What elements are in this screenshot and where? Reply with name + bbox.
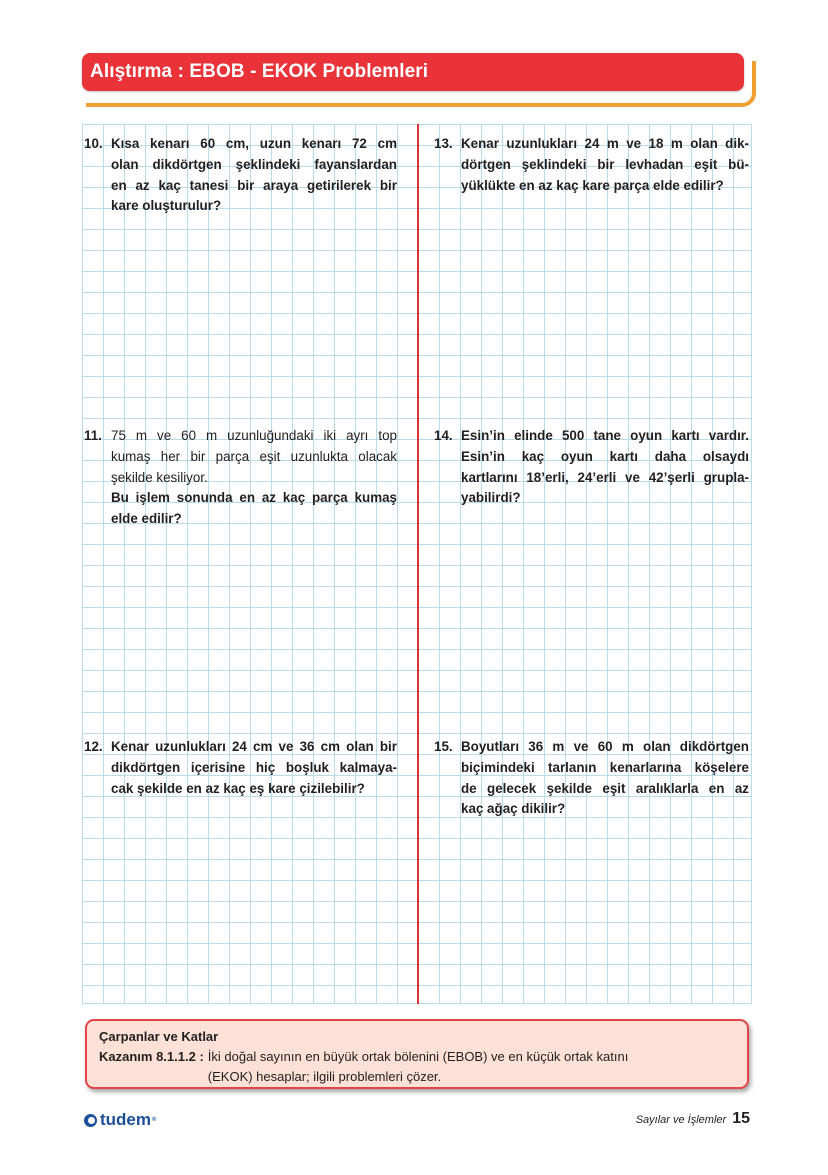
- problem-line: yabilirdi?: [461, 490, 521, 506]
- problem-number: 14.: [434, 428, 453, 443]
- problem-text: [461, 426, 749, 509]
- problem-12: [84, 737, 397, 799]
- problem-text: [461, 134, 749, 196]
- outcome-row: [99, 1047, 735, 1087]
- problem-line: kartlarını 18’erli, 24’erli ve 42’şerli grupla-: [461, 469, 749, 485]
- problem-line: yüklükte en az kaç kare parça elde edilir?: [461, 177, 724, 193]
- problem-line: dörtgen şeklindeki bir levhadan eşit bü-: [461, 156, 749, 172]
- problem-number: 12.: [84, 739, 103, 754]
- problem-line: kaç ağaç dikilir?: [461, 801, 566, 817]
- title-banner-bar: [82, 53, 744, 91]
- outcome-label: Kazanım 8.1.1.2 :: [99, 1049, 204, 1064]
- page-number: 15: [732, 1110, 750, 1127]
- logo-text: tudem: [100, 1110, 151, 1129]
- page-title: Alıştırma : EBOB - EKOK Problemleri: [90, 61, 429, 82]
- problem-line: şekilde kesiliyor.: [111, 469, 208, 485]
- problem-line: Esin’in kaç oyun kartı daha olsaydı: [461, 448, 749, 464]
- problem-line: kare oluşturulur?: [111, 198, 222, 214]
- problem-line: Kenar uzunlukları 24 m ve 18 m olan dik-: [461, 136, 749, 151]
- publisher-logo: [84, 1110, 156, 1130]
- logo-mark-icon: [84, 1114, 97, 1127]
- outcome-text: [208, 1047, 629, 1087]
- problem-line: cak şekilde en az kaç eş kare çizilebilir?: [111, 780, 365, 796]
- page-footer: [636, 1110, 750, 1128]
- section-name: Sayılar ve İşlemler: [635, 1114, 727, 1126]
- title-banner: [82, 53, 752, 103]
- problem-10: [84, 134, 397, 217]
- problem-number: 13.: [434, 136, 453, 151]
- problem-11: [84, 426, 397, 530]
- problem-15: [434, 737, 749, 820]
- problem-line: olan dikdörtgen şeklindeki fayanslardan: [111, 156, 397, 172]
- problem-line: en az kaç tanesi bir araya getirilerek bir: [111, 177, 397, 193]
- learning-outcome-box: [85, 1019, 749, 1089]
- problem-line: biçimindeki tarlanın kenarlarına köşelere: [461, 759, 749, 775]
- problem-14: [434, 426, 749, 509]
- problem-number: 10.: [84, 136, 103, 151]
- problem-line: Esin’in elinde 500 tane oyun kartı vardır.: [461, 428, 749, 443]
- problem-text: [111, 737, 397, 799]
- problem-line: dikdörtgen içerisine hiç boşluk kalmaya-: [111, 759, 397, 775]
- problem-question-line: Bu işlem sonunda en az kaç parça kumaş: [111, 490, 397, 506]
- outcome-heading: Çarpanlar ve Katlar: [99, 1029, 219, 1044]
- problem-text: [111, 426, 397, 530]
- column-divider: [417, 124, 419, 1004]
- problem-line: Kısa kenarı 60 cm, uzun kenarı 72 cm: [111, 136, 397, 151]
- problem-13: [434, 134, 749, 196]
- problem-line: 75 m ve 60 m uzunluğundaki iki ayrı top: [111, 428, 397, 443]
- problem-text: [461, 737, 749, 820]
- problem-number: 15.: [434, 739, 453, 754]
- problem-line: kumaş her bir parça eşit uzunlukta olacak: [111, 448, 397, 464]
- problem-line: Boyutları 36 m ve 60 m olan dikdörtgen: [461, 739, 749, 754]
- logo-trademark: ®: [152, 1117, 157, 1123]
- problem-number: 11.: [84, 428, 102, 443]
- outcome-line: İki doğal sayının en büyük ortak bölenini (EBOB) ve en küçük ortak katını: [207, 1049, 629, 1064]
- problem-question-line: elde edilir?: [111, 511, 182, 527]
- problem-line: de gelecek şekilde eşit aralıklarla en az: [461, 780, 749, 796]
- problem-line: Kenar uzunlukları 24 cm ve 36 cm olan bir: [111, 739, 397, 754]
- problem-text: [111, 134, 397, 217]
- outcome-line: (EKOK) hesaplar; ilgili problemleri çözer.: [207, 1069, 442, 1084]
